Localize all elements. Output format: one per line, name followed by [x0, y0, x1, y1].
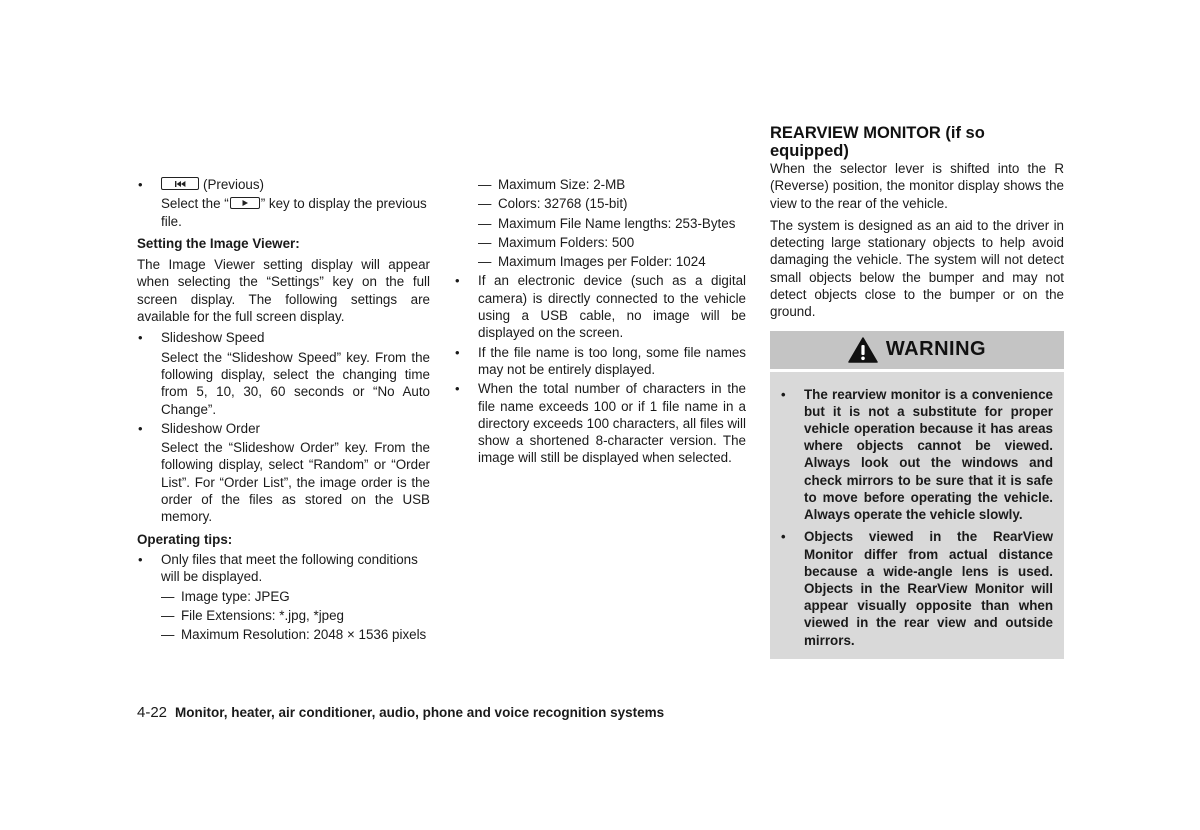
slideshow-speed-text: Select the “Slideshow Speed” key. From the following display, select the changing time from 5, 10, 30, 60 seconds or “No Auto Change”.: [161, 349, 430, 417]
warning-item-text: Objects viewed in the RearView Monitor differ from actual distance because a wide-angle lens is used. Objects in the RearView Monitor will appear visually opposite than when viewed in the rear view and outside mirrors.: [804, 529, 1053, 648]
skip-previous-icon: [161, 177, 199, 190]
dash: —: [161, 588, 175, 604]
bullet: •: [138, 420, 143, 436]
tips-item: [137, 551, 430, 643]
dash: —: [478, 177, 492, 192]
list-item: [454, 380, 746, 466]
warning-title: WARNING: [885, 338, 987, 361]
bullet: •: [455, 381, 460, 397]
warning-item: [780, 386, 1053, 524]
dash: —: [478, 196, 492, 212]
previous-label: (Previous): [203, 177, 265, 192]
slideshow-speed-item: [137, 329, 430, 417]
bullet: •: [781, 529, 786, 545]
condition-text: Colors: 32768 (15-bit): [498, 196, 628, 212]
warning-header: [770, 331, 1064, 372]
warning-box: [770, 331, 1064, 659]
condition-item: [478, 234, 746, 251]
condition-text: Maximum File Name lengths: 253-Bytes: [498, 215, 736, 231]
condition-list-continued: [454, 176, 746, 270]
bullet: •: [138, 177, 143, 192]
bullet: •: [455, 273, 460, 289]
previous-key-item: [137, 176, 430, 230]
chapter-title: Monitor, heater, air conditioner, audio, phone and voice recognition systems: [175, 705, 665, 720]
image-viewer-heading: Setting the Image Viewer:: [137, 235, 300, 251]
condition-text: Maximum Folders: 500: [498, 234, 635, 250]
slideshow-order-label: Slideshow Order: [161, 420, 260, 436]
dash: —: [161, 627, 175, 643]
page-number: 4-22: [137, 704, 168, 721]
bullet: •: [781, 386, 786, 402]
list-item: [454, 272, 746, 341]
section-title: REARVIEW MONITOR (if so equipped): [770, 124, 985, 160]
page-footer: [137, 704, 664, 721]
list-item-text: When the total number of characters in the file name exceeds 100 or if 1 file name in a directory exceeds 100 characters, all files will show a shortened 8-character version. The image will still be displayed when selected.: [478, 381, 746, 466]
warning-body: [770, 372, 1064, 653]
list-item-text: If an electronic device (such as a digital camera) is directly connected to the vehicle using a USB cable, no image will be displayed on the screen.: [478, 273, 746, 341]
list-item-text: If the file name is too long, some file names may not be entirely displayed.: [478, 344, 746, 377]
slideshow-order-item: [137, 420, 430, 526]
condition-item: [161, 626, 430, 643]
condition-item: [478, 176, 746, 193]
warning-triangle-icon: [848, 337, 878, 363]
dash: —: [478, 215, 492, 231]
condition-text: Maximum Images per Folder: 1024: [498, 254, 706, 270]
warning-item: [780, 528, 1053, 648]
condition-item: [161, 588, 430, 605]
condition-item: [478, 195, 746, 212]
bullet: •: [455, 344, 460, 360]
play-icon: [230, 197, 260, 209]
dash: —: [478, 254, 492, 270]
previous-key-text-after: ” key to display the previous file.: [161, 196, 427, 229]
bullet: •: [138, 330, 143, 346]
dash: —: [161, 607, 175, 623]
tips-first-text: Only files that meet the following conditions will be displayed.: [161, 551, 418, 585]
previous-key-text-before: Select the “: [161, 196, 229, 212]
slideshow-speed-label: Slideshow Speed: [161, 330, 265, 346]
slideshow-order-text: Select the “Slideshow Order” key. From the following display, select “Random” or “Order List”. For “Order List”, the image order is the order of the files as stored on the USB memory.: [161, 440, 430, 525]
left-column: [137, 176, 430, 643]
middle-column: [454, 176, 746, 467]
bullet: •: [138, 551, 143, 567]
condition-text: Maximum Size: 2-MB: [498, 177, 626, 192]
image-viewer-paragraph: The Image Viewer setting display will appear when selecting the “Settings” key on the full screen display. The following settings are available for the full screen display.: [137, 257, 430, 325]
condition-item: [161, 607, 430, 624]
right-column: [770, 124, 1064, 659]
condition-text: Maximum Resolution: 2048 × 1536 pixels: [181, 627, 427, 643]
rearview-paragraph-1: When the selector lever is shifted into the R (Reverse) position, the monitor display shows the view to the rear of the vehicle.: [770, 161, 1064, 211]
condition-item: [478, 215, 746, 232]
operating-tips-heading: Operating tips:: [137, 531, 233, 547]
list-item: [454, 344, 746, 379]
condition-item: [478, 253, 746, 270]
dash: —: [478, 234, 492, 250]
warning-item-text: The rearview monitor is a convenience but it is not a substitute for proper vehicle operation because it has areas where objects cannot be viewed. Always look out the windows and check mirrors to be sure that it is safe to move before operating the vehicle. Always operate the vehicle slowly.: [804, 386, 1053, 523]
condition-text: File Extensions: *.jpg, *jpeg: [181, 607, 345, 623]
rearview-paragraph-2: The system is designed as an aid to the driver in detecting large stationary objects to help avoid damaging the vehicle. The system will not detect small objects below the bumper and may not detect objects close to the bumper or on the ground.: [770, 217, 1064, 320]
condition-text: Image type: JPEG: [181, 588, 290, 604]
